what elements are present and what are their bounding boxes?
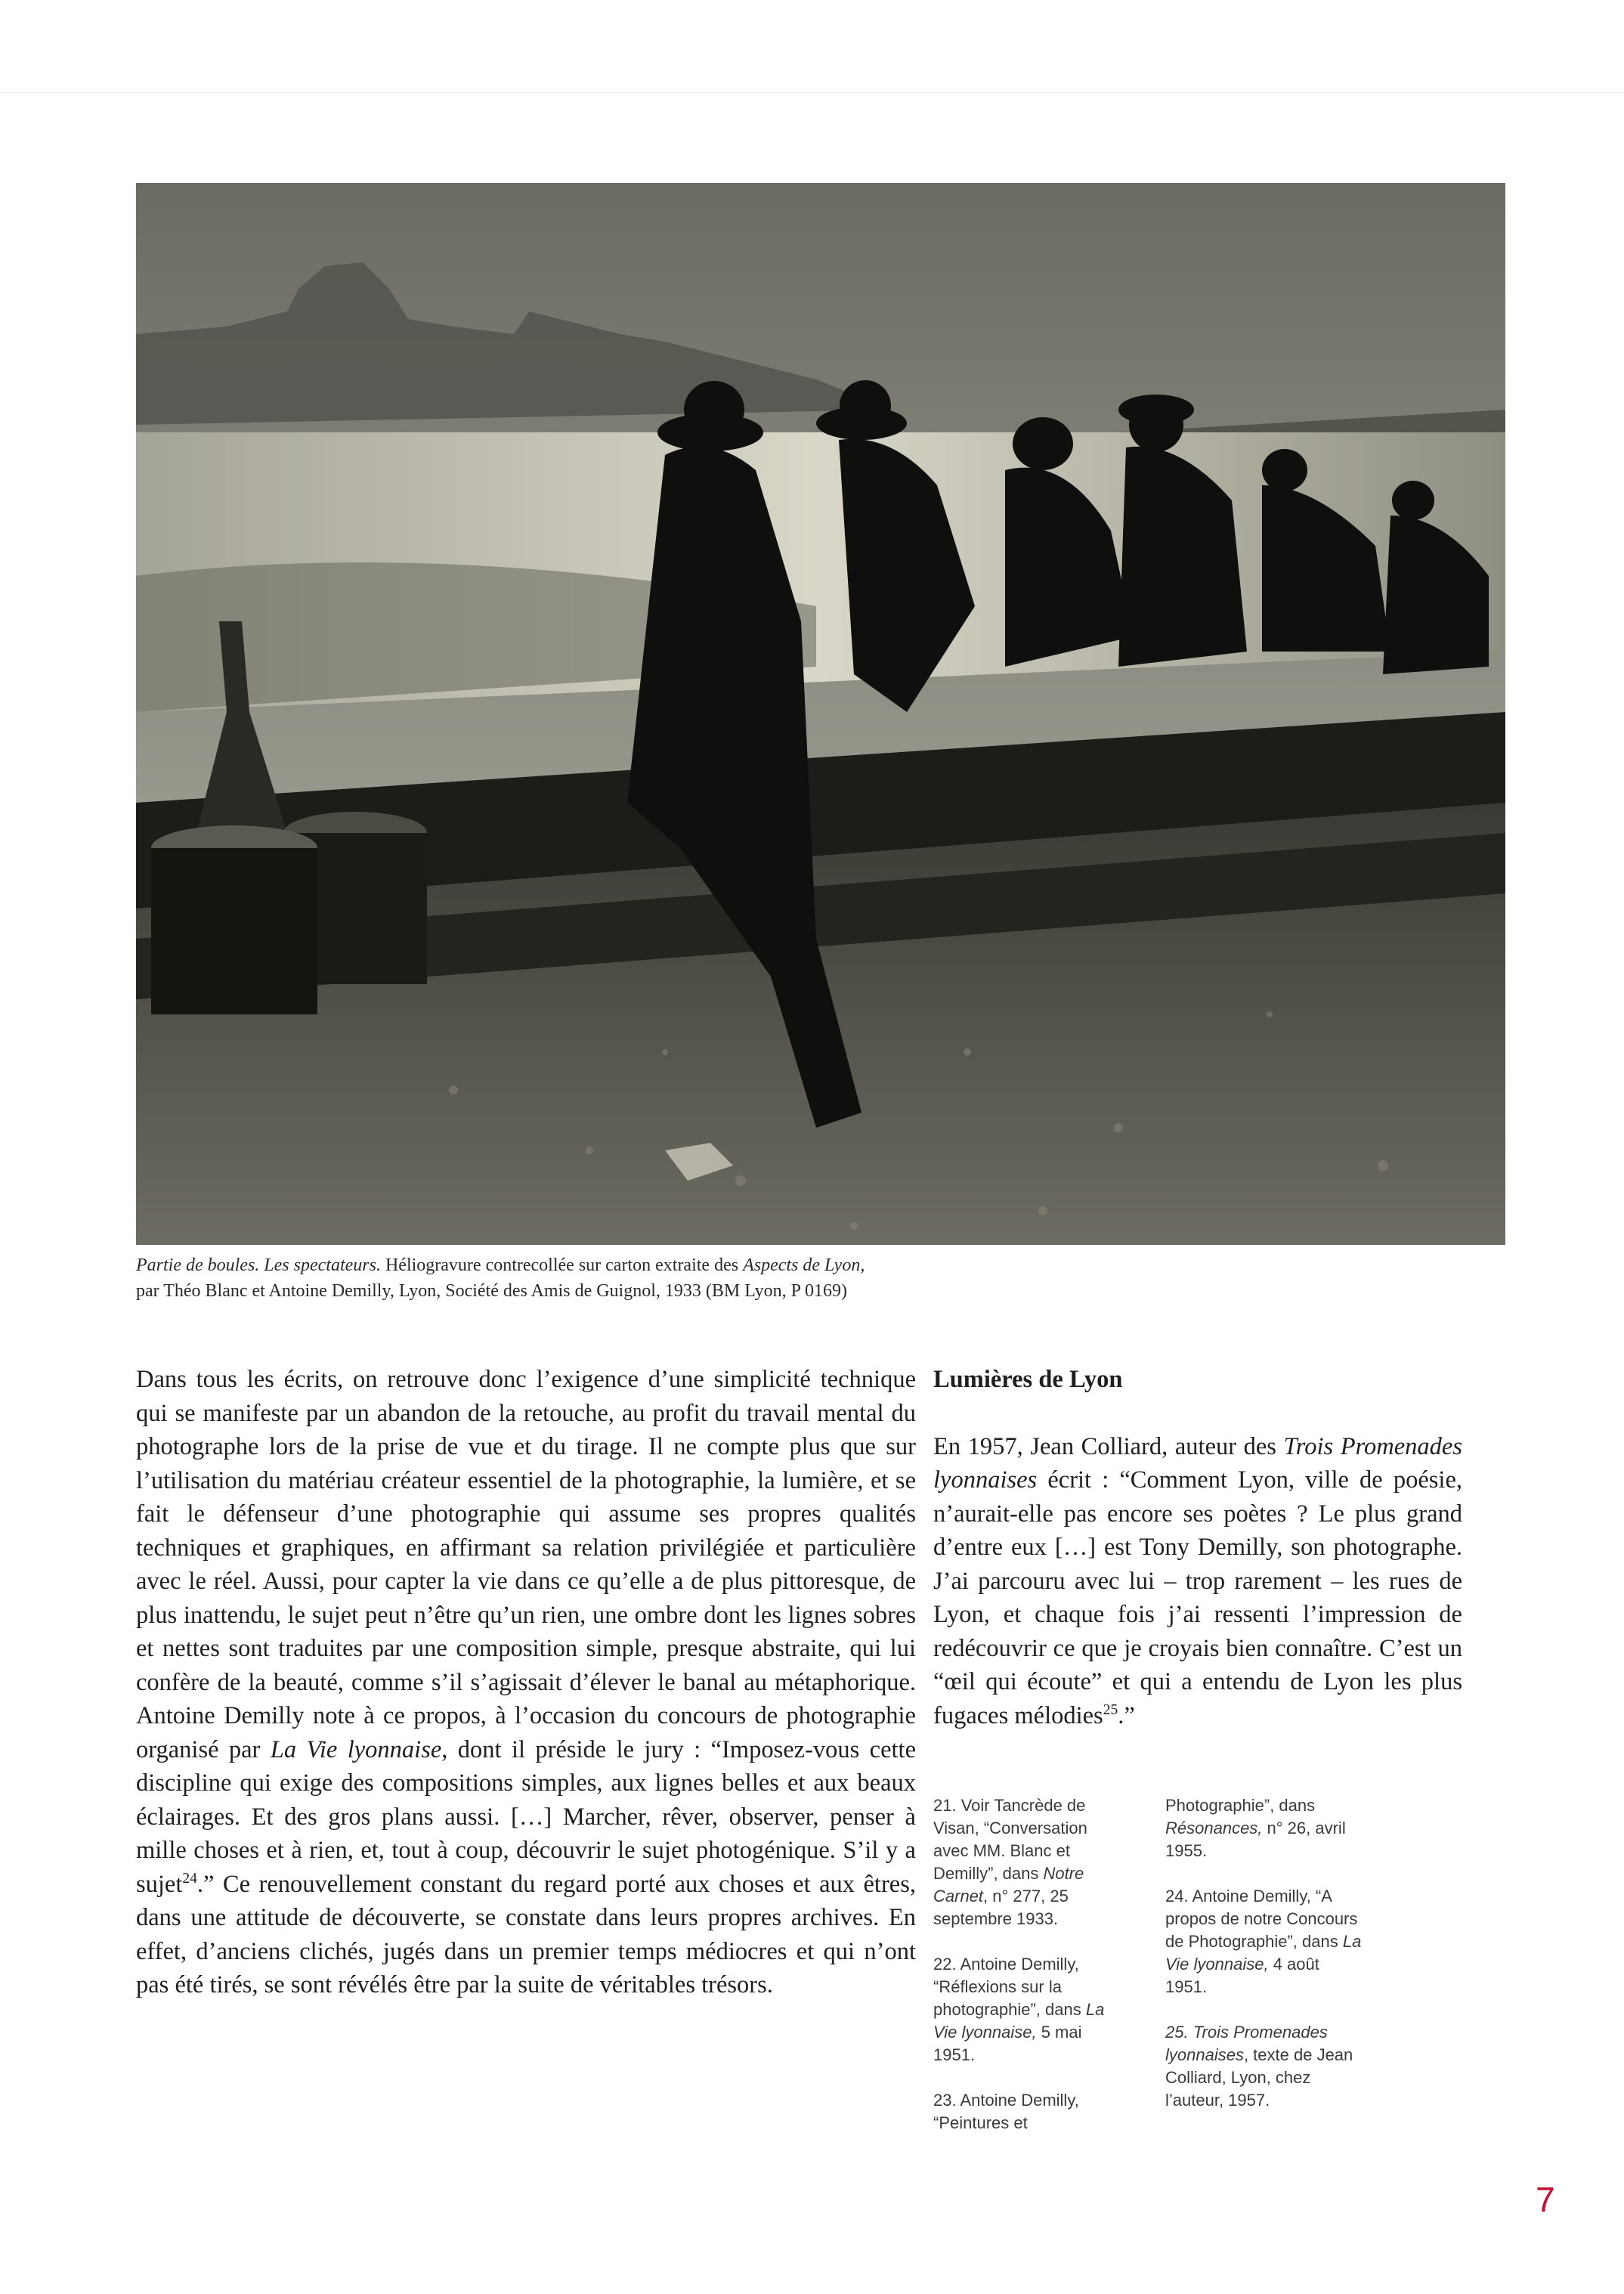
- footnote-25: 25. Trois Promenades lyonnaises, texte de Jean Colliard, Lyon, chez l’auteur, 1957.: [1165, 2023, 1353, 2110]
- footnote-ref-25: 25: [1103, 1701, 1118, 1718]
- footnote-23: 23. Antoine Demilly, “Peintures et: [933, 2091, 1079, 2132]
- caption-line-2: par Théo Blanc et Antoine Demilly, Lyon, Société des Amis de Guignol, 1933 (BM Lyon, P 0169): [136, 1281, 848, 1301]
- right-column: [933, 1363, 1462, 1732]
- footnotes-column-2: [1165, 1794, 1362, 2135]
- heliogravure-photo: [136, 183, 1505, 1245]
- footnote-ref-24: 24: [182, 1870, 197, 1887]
- body-text-column: [136, 1363, 916, 2002]
- photo-illustration: [136, 183, 1505, 1245]
- photo-caption: [136, 1252, 1496, 1304]
- footnote-24: 24. Antoine Demilly, “A propos de notre Concours de Photographie”, dans La Vie lyonnaise, 4 août 1951.: [1165, 1887, 1362, 1996]
- scan-edge-line: [0, 92, 1624, 93]
- footnote-21: 21. Voir Tancrède de Visan, “Conversation avec MM. Blanc et Demilly”, dans Notre Carnet, n° 277, 25 septembre 1933.: [933, 1796, 1087, 1928]
- page-number: 7: [1536, 2180, 1555, 2219]
- footnote-23-continued: Photographie”, dans Résonances, n° 26, avril 1955.: [1165, 1796, 1346, 1860]
- footnote-22: 22. Antoine Demilly, “Réflexions sur la photographie”, dans La Vie lyonnaise, 5 mai 1951.: [933, 1955, 1105, 2064]
- footnotes-column-1: [933, 1794, 1122, 2157]
- section-heading: Lumières de Lyon: [933, 1366, 1123, 1393]
- caption-line-1: Partie de boules. Les spectateurs. Héliogravure contrecollée sur carton extraite des Aspects de Lyon,: [136, 1255, 865, 1275]
- section-paragraph: En 1957, Jean Colliard, auteur des Trois Promenades lyonnaises écrit : “Comment Lyon, ville de poésie, n’aurait-elle pas encore ses poètes ? Le plus grand d’entre eux […] est Tony Demilly, son photographe. J’ai parcouru avec lui – trop rarement – les rues de Lyon, et chaque fois j’ai ressenti l’impression de redécouvrir ce que je croyais bien connaître. C’est un “œil qui écoute” et qui a entendu de Lyon les plus fugaces mélodies$^{25}$.”: [933, 1432, 1462, 1729]
- body-paragraph: Dans tous les écrits, on retrouve donc l’exigence d’une simplicité technique qui se manifeste par un abandon de la retouche, au profit du travail mental du photographe lors de la prise de vue et du tirage. Il ne compte plus que sur l’utilisation du matériau créateur essentiel de la photographie, la lumière, et se fait le défenseur d’une photographie qui assume ses propres qualités techniques et graphiques, en affirmant sa relation privilégiée et particulière avec le réel. Aussi, pour capter la vie dans ce qu’elle a de plus pittoresque, de plus inattendu, le sujet peut n’être qu’un rien, une ombre dont les lignes sobres et nettes sont traduites par une composition simple, presque abstraite, qui lui confère de la beauté, comme s’il s’agissait d’élever le banal au métaphorique. Antoine Demilly note à ce propos, à l’occasion du concours de photographie organisé par La Vie lyonnaise, dont il préside le jury : “Imposez-vous cette discipline qui exige des compositions simples, aux lignes belles et aux beaux éclairages. Et des gros plans aussi. […] Marcher, rêver, observer, penser à mille choses et à rien, et, tout à coup, découvrir le sujet photogénique. S’il y a sujet$^{24}$.” Ce renouvellement constant du regard porté aux choses et aux êtres, dans une attitude de découverte, se constate dans leurs propres archives. En effet, d’anciens clichés, jugés dans un premier temps médiocres et qui n’ont pas été tirés, se sont révélés être par la suite de véritables trésors.: [136, 1366, 917, 1998]
